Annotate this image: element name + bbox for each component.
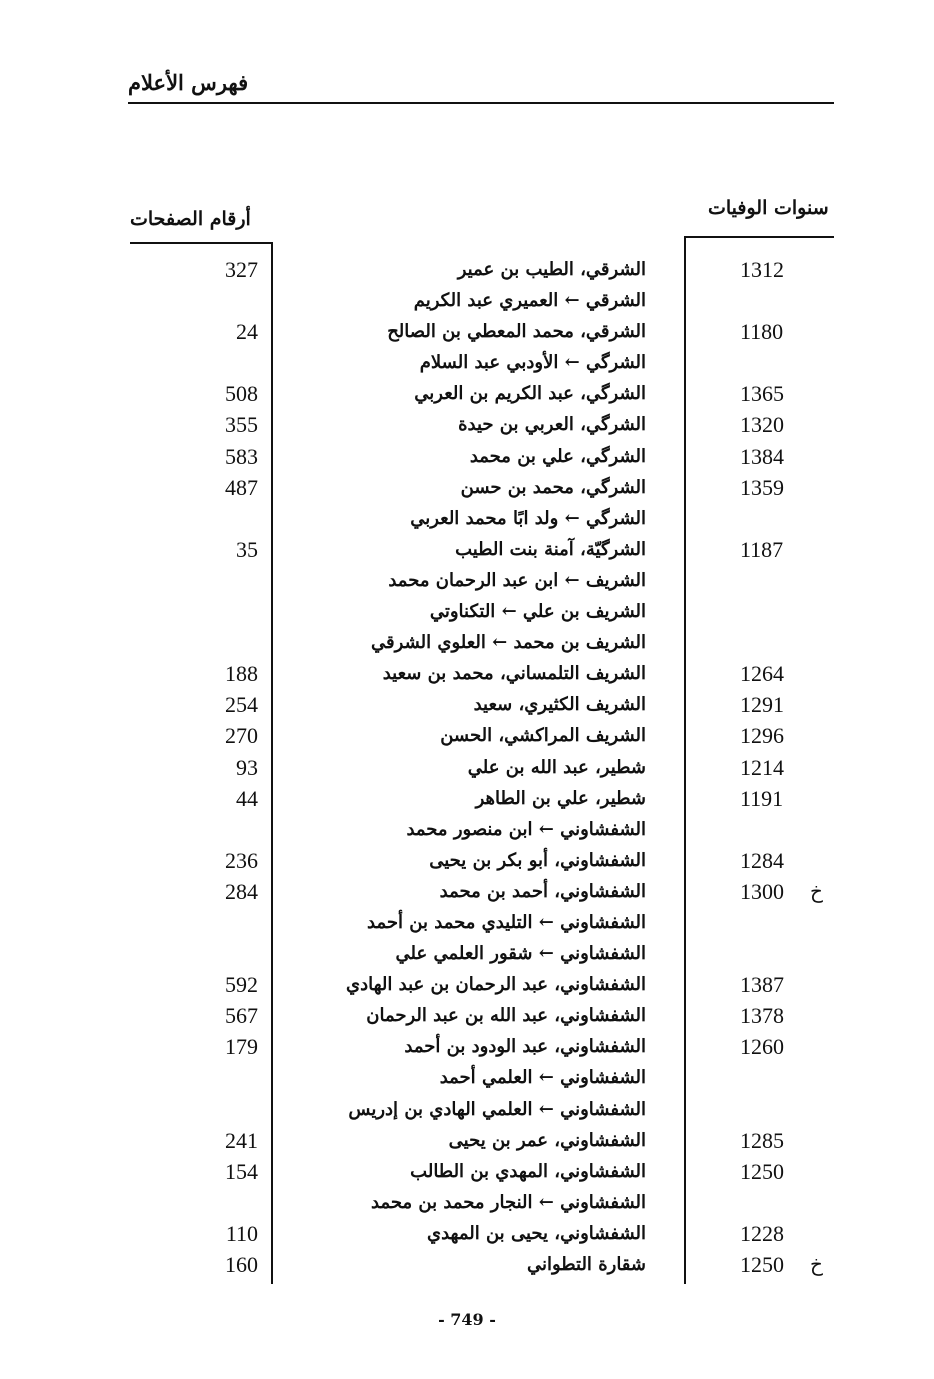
- index-row: [0, 1094, 934, 1125]
- death-year-value: 1359: [740, 474, 784, 500]
- page-number-cell: 355: [225, 412, 258, 438]
- page-number-cell: 487: [225, 474, 258, 500]
- index-row: [0, 1062, 934, 1093]
- person-name-cell: الشرگي ← ولد ابًا محمد العربي: [410, 507, 646, 529]
- person-name-cell: الشفشاوني ← العلمي الهادي بن إدريس: [348, 1098, 646, 1120]
- index-row: [0, 285, 934, 316]
- index-row: [0, 627, 934, 658]
- death-year-value: 1228: [740, 1220, 784, 1246]
- person-name-cell: شطير، علي بن الطاهر: [475, 787, 646, 809]
- person-name-cell: الشفشاوني ← شقور العلمي علي: [395, 943, 646, 965]
- header-rule: [128, 102, 834, 104]
- page-number-cell: 241: [225, 1127, 258, 1153]
- death-year-value: 1284: [740, 847, 784, 873]
- page-number-cell: 110: [225, 1220, 258, 1246]
- index-row: [0, 534, 934, 565]
- death-year-value: 1378: [740, 1003, 784, 1029]
- index-row: [0, 1125, 934, 1156]
- person-name-cell: الشريف بن علي ← التكناوتي: [429, 601, 646, 623]
- death-year-value: 1300: [740, 878, 784, 904]
- index-row: [0, 596, 934, 627]
- page-number: - 749 -: [438, 1310, 496, 1329]
- index-row: [0, 814, 934, 845]
- death-year-value: 1180: [740, 319, 784, 345]
- manuscript-mark: خ: [810, 878, 823, 903]
- index-row: [0, 441, 934, 472]
- index-row: [0, 876, 934, 907]
- pages-column-top-rule: [130, 242, 272, 244]
- death-year-value: 1296: [740, 723, 784, 749]
- person-name-cell: الشفشاوني، أحمد بن محمد: [439, 880, 646, 902]
- index-row: [0, 472, 934, 503]
- person-name-cell: الشفشاوني، عبد الرحمان بن عبد الهادي: [345, 974, 646, 996]
- index-row: [0, 907, 934, 938]
- index-row: [0, 1249, 934, 1280]
- death-year-value: 1191: [740, 785, 784, 811]
- index-row: [0, 565, 934, 596]
- index-row: [0, 1156, 934, 1187]
- death-year-value: 1187: [740, 536, 784, 562]
- person-name-cell: الشرگي، العربي بن حيدة: [458, 414, 646, 436]
- page-number-cell: 592: [225, 972, 258, 998]
- page-number-cell: 44: [236, 785, 258, 811]
- page-number-cell: 179: [225, 1034, 258, 1060]
- death-year-value: 1250: [740, 1252, 784, 1277]
- page-number-cell: 35: [236, 536, 258, 562]
- person-name-cell: الشفشاوني، أبو بكر بن يحيى: [429, 849, 646, 871]
- index-row: [0, 503, 934, 534]
- death-year-value: 1387: [740, 972, 784, 998]
- person-name-cell: الشريف بن محمد ← العلوي الشرقي: [371, 632, 646, 654]
- index-row: [0, 1000, 934, 1031]
- death-year-value: 1320: [740, 412, 784, 438]
- index-row: [0, 316, 934, 347]
- person-name-cell: الشرقي، محمد المعطي بن الصالح: [387, 321, 646, 343]
- person-name-cell: الشريف ← ابن عبد الرحمان محمد: [388, 569, 646, 591]
- page-number-cell: 236: [225, 847, 258, 873]
- years-column-top-rule: [684, 236, 834, 238]
- column-header-death-years: سنوات الوفيات: [708, 197, 829, 219]
- person-name-cell: الشريف الكثيري، سعيد: [473, 694, 646, 716]
- person-name-cell: الشرگي، عبد الكريم بن العربي: [414, 383, 646, 405]
- index-row: [0, 378, 934, 409]
- page-number-cell: 270: [225, 723, 258, 749]
- death-year-value: 1312: [740, 257, 784, 282]
- index-row: [0, 938, 934, 969]
- person-name-cell: الشريف المراكشي، الحسن: [440, 725, 646, 747]
- page-number-cell: 188: [225, 661, 258, 687]
- page-number-cell: 327: [225, 257, 258, 282]
- index-row: [0, 752, 934, 783]
- person-name-cell: الشرگيّة، آمنة بنت الطيب: [455, 538, 646, 560]
- manuscript-mark: خ: [810, 1252, 823, 1276]
- death-year-value: 1384: [740, 443, 784, 469]
- index-row: [0, 720, 934, 751]
- death-year-value: 1260: [740, 1034, 784, 1060]
- page-number-cell: 93: [236, 754, 258, 780]
- index-row: [0, 969, 934, 1000]
- page-number-cell: 24: [236, 319, 258, 345]
- page-number-cell: 154: [225, 1158, 258, 1184]
- page-header-title: فهرس الأعلام: [128, 70, 249, 95]
- person-name-cell: الشرگي، علي بن محمد: [469, 445, 646, 467]
- index-row: [0, 409, 934, 440]
- index-row: [0, 347, 934, 378]
- index-row: [0, 783, 934, 814]
- person-name-cell: الشرگي، محمد بن حسن: [460, 476, 646, 498]
- index-row: [0, 689, 934, 720]
- index-entries: [0, 254, 934, 1280]
- death-year-value: 1285: [740, 1127, 784, 1153]
- death-year-value: 1214: [740, 754, 784, 780]
- death-year-value: 1365: [740, 381, 784, 407]
- person-name-cell: الشفشاوني ← العلمي أحمد: [439, 1067, 646, 1089]
- person-name-cell: الشفشاوني ← ابن منصور محمد: [406, 818, 646, 840]
- page-number-cell: 508: [225, 381, 258, 407]
- person-name-cell: شطير، عبد الله بن علي: [467, 756, 646, 778]
- person-name-cell: الشرگي ← الأودبي عبد السلام: [419, 352, 646, 374]
- column-header-page-numbers: أرقام الصفحات: [130, 208, 251, 230]
- person-name-cell: الشفشاوني ← النجار محمد بن محمد: [371, 1191, 646, 1213]
- person-name-cell: الشفشاوني، يحيى بن المهدي: [426, 1222, 646, 1244]
- person-name-cell: شقارة التطواني: [526, 1254, 646, 1275]
- index-row: [0, 1187, 934, 1218]
- index-row: [0, 845, 934, 876]
- page-number-cell: 567: [225, 1003, 258, 1029]
- death-year-value: 1250: [740, 1158, 784, 1184]
- person-name-cell: الشرقي، الطيب بن عمير: [457, 259, 646, 280]
- page-number-cell: 254: [225, 692, 258, 718]
- index-row: [0, 658, 934, 689]
- index-row: [0, 254, 934, 285]
- page-number-cell: 160: [225, 1252, 258, 1277]
- index-row: [0, 1031, 934, 1062]
- person-name-cell: الشفشاوني، عبد الودود بن أحمد: [404, 1036, 646, 1058]
- index-row: [0, 1218, 934, 1249]
- person-name-cell: الشرقي ← العميري عبد الكريم: [413, 290, 646, 312]
- person-name-cell: الشفشاوني، عمر بن يحيى: [448, 1129, 646, 1151]
- death-year-value: 1264: [740, 661, 784, 687]
- page-number-cell: 284: [225, 878, 258, 904]
- page-number-cell: 583: [225, 443, 258, 469]
- person-name-cell: الشريف التلمساني، محمد بن سعيد: [382, 663, 646, 685]
- person-name-cell: الشفشاوني، عبد الله بن عبد الرحمان: [366, 1005, 646, 1027]
- person-name-cell: الشفشاوني ← التليدي محمد بن أحمد: [367, 911, 646, 933]
- person-name-cell: الشفشاوني، المهدي بن الطالب: [410, 1160, 646, 1182]
- death-year-value: 1291: [740, 692, 784, 718]
